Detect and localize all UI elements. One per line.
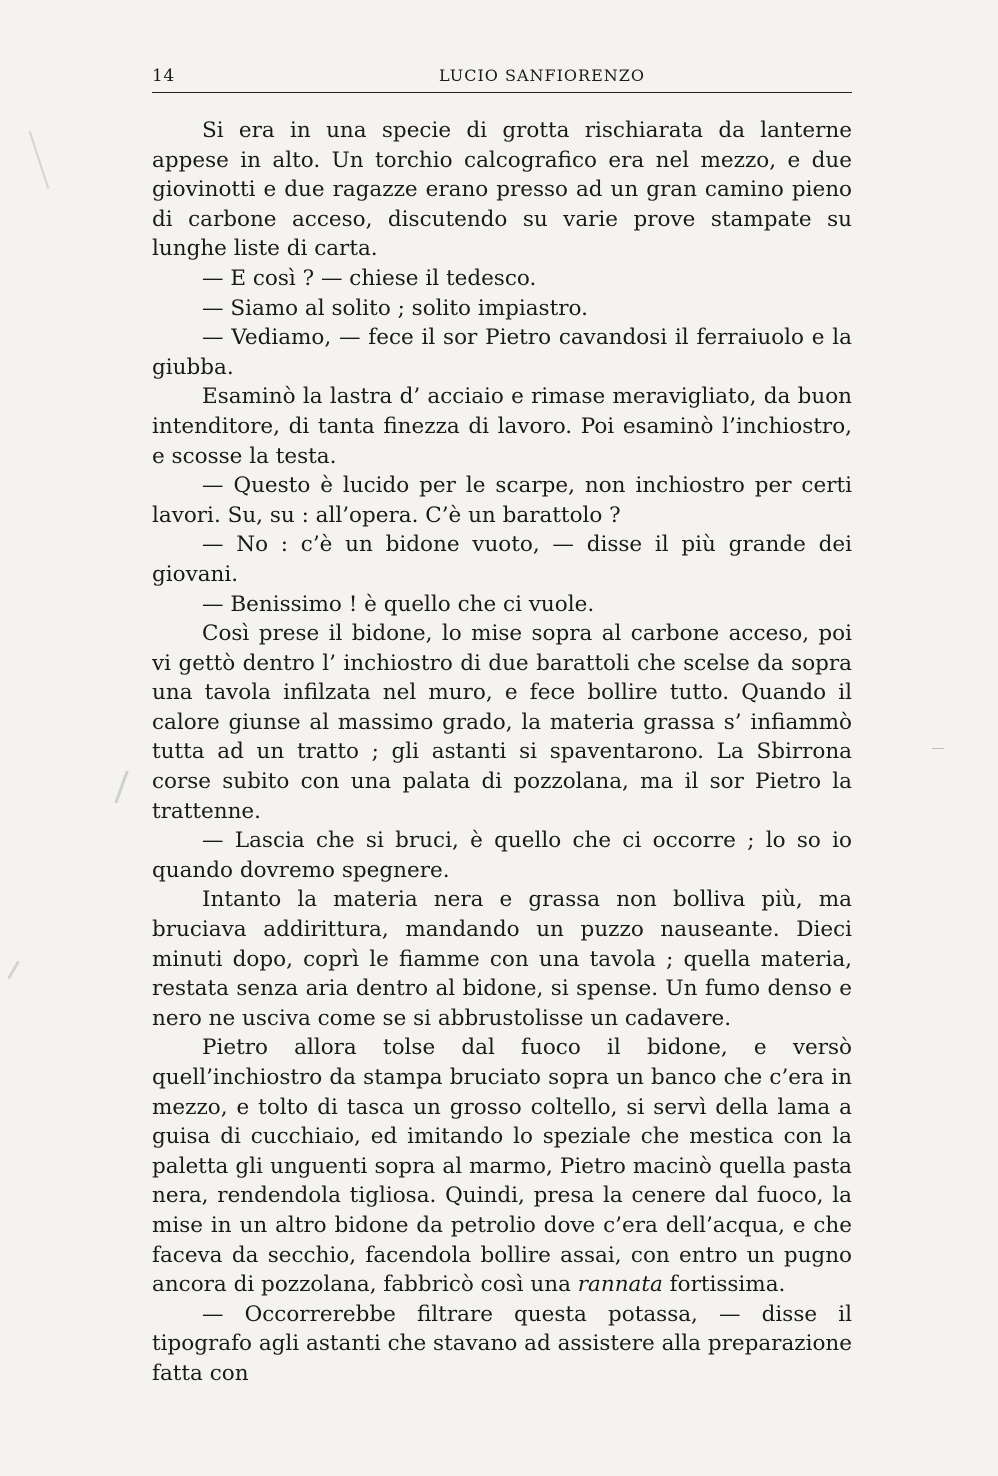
margin-smudge bbox=[932, 748, 944, 749]
paragraph: Esaminò la lastra d’ acciaio e rimase meravigliato, da buon intenditore, di tanta finezza di lavoro. Poi esaminò l’inchiostro, e scosse la testa. bbox=[152, 384, 852, 469]
italic-word: rannata bbox=[577, 1272, 663, 1298]
paragraph: Così prese il bidone, lo mise sopra al carbone acceso, poi vi gettò dentro l’ inchiostro di due barattoli che scelse da sopra una tavola infilzata nel muro, e fece bollire tutto. Quando il calore giunse al massimo grado, la materia grassa s’ infiammò tutta ad un tratto ; gli astanti si spaventarono. La Sbirrona corse subito con una palata di pozzolana, ma il sor Pietro la trattenne. bbox=[152, 621, 852, 824]
paragraph: — Occorrerebbe filtrare questa potassa, — disse il tipografo agli astanti che stavano ad assistere alla preparazione fatta con bbox=[152, 1301, 852, 1386]
paragraph-text: Pietro allora tolse dal fuoco il bidone, e versò quell’inchiostro da stampa bruciato sopra un banco che c’era in mezzo, e tolto di tasca un grosso coltello, si servì della lama a guisa di cucchiaio, ed imitando lo speziale che mestica con la paletta gli unguenti sopra al marmo, Pietro macinò quella pasta nera, rendendola tigliosa. Quindi, presa la cenere dal fuoco, la mise in un altro bidone da petrolio dove c’era dell’acqua, e che faceva da secchio, facendola bollire assai, con entro un pugno ancora di pozzolana, fabbricò così una bbox=[152, 1035, 852, 1298]
paragraph: — Questo è lucido per le scarpe, non inchiostro per certi lavori. Su, su : all’opera. C’è un barattolo ? bbox=[152, 473, 852, 528]
paragraph: Si era in una specie di grotta rischiarata da lanterne appese in alto. Un torchio calcografico era nel mezzo, e due giovinotti e due ragazze erano presso ad un gran camino pieno di carbone acceso, discutendo su varie prove stampate su lunghe liste di carta. bbox=[152, 118, 852, 262]
paragraph: — Lascia che si bruci, è quello che ci occorre ; lo so io quando dovremo spegnere. bbox=[152, 828, 852, 883]
page-number: 14 bbox=[152, 66, 175, 86]
margin-smudge bbox=[114, 771, 128, 804]
body-text bbox=[152, 116, 852, 1389]
page-header bbox=[152, 64, 852, 93]
paragraph: — Benissimo ! è quello che ci vuole. bbox=[202, 591, 595, 617]
paragraph-end: fortissima. bbox=[662, 1272, 786, 1298]
paragraph bbox=[152, 1033, 852, 1299]
paragraph: — E così ? — chiese il tedesco. bbox=[202, 265, 537, 291]
paragraph: — Siamo al solito ; solito impiastro. bbox=[202, 295, 588, 321]
paragraph: — Vediamo, — fece il sor Pietro cavandosi il ferraiuolo e la giubba. bbox=[152, 325, 852, 380]
margin-smudge bbox=[7, 961, 20, 980]
paragraph: — No : c’è un bidone vuoto, — disse il più grande dei giovani. bbox=[152, 532, 852, 587]
margin-smudge bbox=[29, 131, 49, 189]
running-title: LUCIO SANFIORENZO bbox=[438, 66, 645, 85]
paragraph: Intanto la materia nera e grassa non bolliva più, ma bruciava addirittura, mandando un puzzo nauseante. Dieci minuti dopo, coprì le fiamme con una tavola ; quella materia, restata senza aria dentro al bidone, si spense. Un fumo denso e nero ne usciva come se si abbrustolisse un cadavere. bbox=[152, 887, 852, 1031]
